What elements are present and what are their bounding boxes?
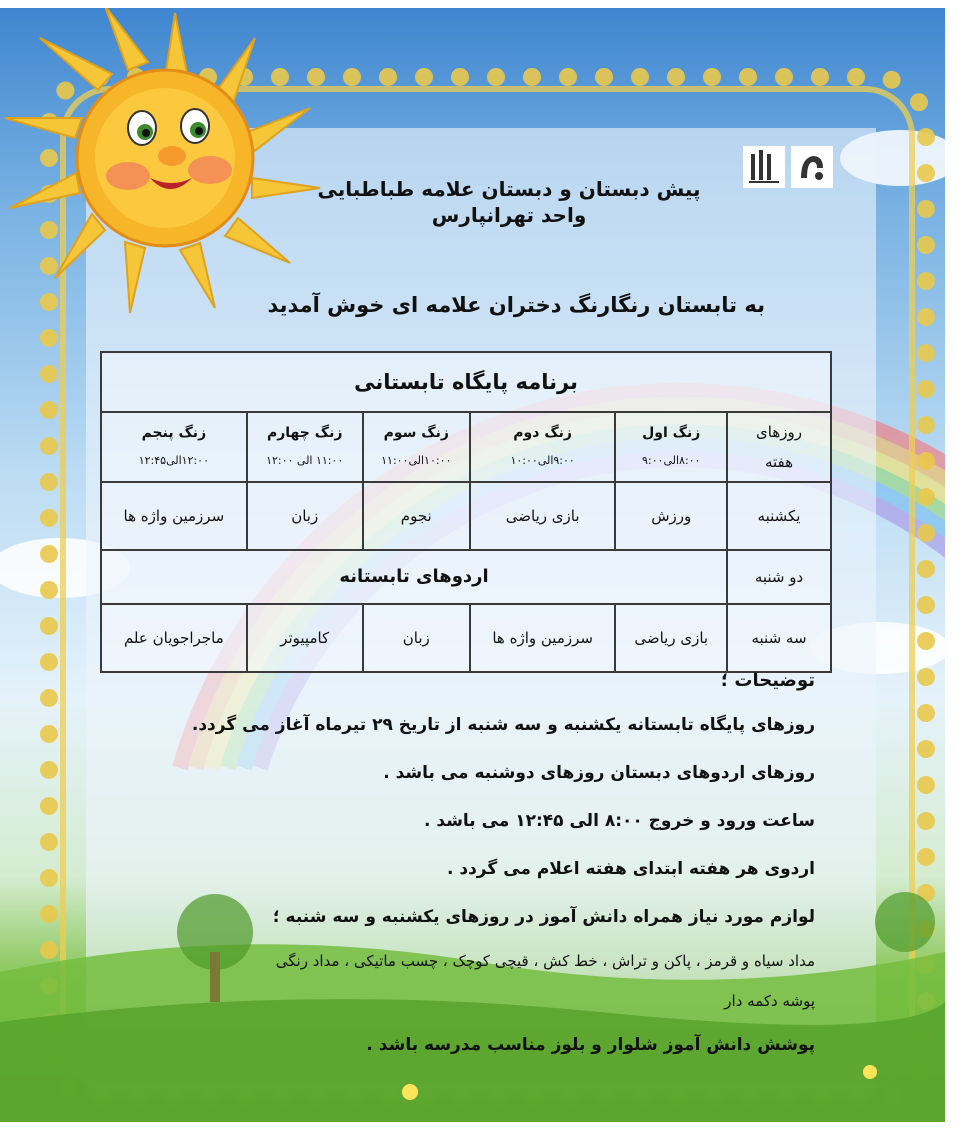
period-name: زنگ پنجم <box>141 425 207 441</box>
schedule-row-sunday <box>101 482 831 550</box>
note-line: ساعت ورود و خروج ۸:۰۰ الی ۱۲:۴۵ می باشد . <box>424 811 815 831</box>
period-time: ۹:۰۰الی۱۰:۰۰ <box>510 454 575 467</box>
ministry-logo-icon <box>745 148 783 186</box>
period-time: ۱۰:۰۰الی۱۱:۰۰ <box>381 454 452 467</box>
school-header <box>299 176 719 228</box>
class-cell: بازی ریاضی <box>615 604 727 672</box>
period-header-cell <box>615 412 727 482</box>
class-cell: نجوم <box>363 482 470 550</box>
school-branch: واحد تهرانپارس <box>431 203 587 227</box>
class-cell: کامپیوتر <box>247 604 363 672</box>
period-header-cell <box>363 412 470 482</box>
supplies-line: مداد سیاه و قرمز ، پاکن و تراش ، خط کش ، قیچی کوچک ، چسب ماتیکی ، مداد رنگی <box>275 952 815 970</box>
day-cell: دو شنبه <box>727 550 831 604</box>
note-line: لوازم مورد نیاز همراه دانش آموز در روزهای یکشنبه و سه شنبه ؛ <box>272 907 815 927</box>
period-name: زنگ چهارم <box>266 425 343 441</box>
class-cell: زبان <box>363 604 470 672</box>
period-time: ۱۲:۰۰الی۱۲:۴۵ <box>138 454 209 467</box>
day-header: روزهای هفته <box>756 423 802 471</box>
note-line: روزهای پایگاه تابستانه یکشنبه و سه شنبه از تاریخ ۲۹ تیرماه آغاز می گردد. <box>191 715 815 735</box>
period-name: زنگ دوم <box>513 425 572 441</box>
class-cell: سرزمین واژه ها <box>101 482 247 550</box>
class-cell: ورزش <box>615 482 727 550</box>
period-header-cell <box>247 412 363 482</box>
schedule-title: برنامه پایگاه تابستانی <box>101 352 831 412</box>
schedule-title-row <box>101 352 831 412</box>
period-header-cell <box>470 412 616 482</box>
class-cell: بازی ریاضی <box>470 482 616 550</box>
class-cell: ماجراجویان علم <box>101 604 247 672</box>
schedule-row-monday <box>101 550 831 604</box>
note-line: روزهای اردوهای دبستان روزهای دوشنبه می باشد . <box>383 763 815 783</box>
notes <box>95 670 815 1069</box>
period-time: ۱۱:۰۰ الی ۱۲:۰۰ <box>266 454 344 467</box>
logos <box>743 146 833 188</box>
school-name: پیش دبستان و دبستان علامه طباطبایی <box>317 177 701 201</box>
day-cell: یکشنبه <box>727 482 831 550</box>
schedule-table <box>100 351 832 673</box>
period-time: ۸:۰۰الی۹:۰۰ <box>642 454 701 467</box>
day-cell: سه شنبه <box>727 604 831 672</box>
sun-icon <box>0 8 340 328</box>
period-name: زنگ اول <box>642 425 701 441</box>
welcome-message: به تابستان رنگارنگ دختران علامه ای خوش آمدید <box>267 293 765 317</box>
notes-title: توضیحات ؛ <box>720 670 815 691</box>
schedule-header-row <box>101 412 831 482</box>
ministry-logo <box>743 146 785 188</box>
schedule-row-tuesday <box>101 604 831 672</box>
period-name: زنگ سوم <box>383 425 449 441</box>
poster <box>0 8 945 1122</box>
day-header-cell <box>727 412 831 482</box>
supplies-line-2: پوشه دکمه دار <box>724 992 815 1010</box>
school-logo-icon <box>793 148 831 186</box>
dress-line: پوشش دانش آموز شلوار و بلوز مناسب مدرسه باشد . <box>366 1035 815 1055</box>
class-cell: زبان <box>247 482 363 550</box>
school-logo <box>791 146 833 188</box>
note-line: اردوی هر هفته ابتدای هفته اعلام می گردد . <box>446 859 815 879</box>
period-header-cell <box>101 412 247 482</box>
class-cell: سرزمین واژه ها <box>470 604 616 672</box>
camp-cell: اردوهای تابستانه <box>101 550 727 604</box>
